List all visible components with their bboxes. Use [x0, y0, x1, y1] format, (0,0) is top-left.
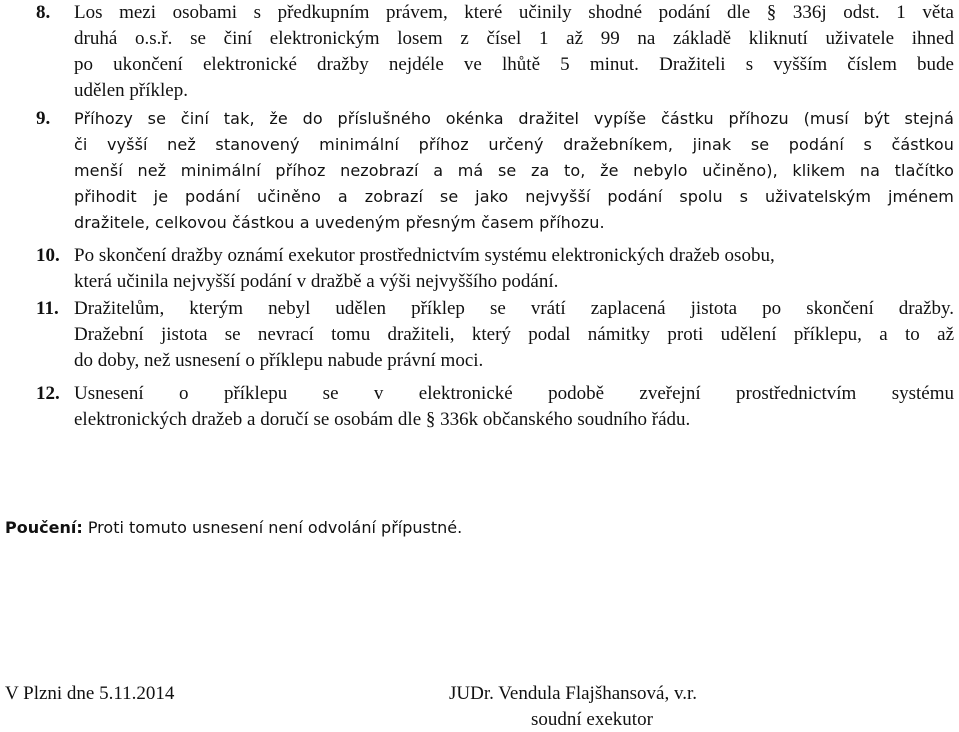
list-item-9 — [36, 104, 956, 238]
list-item-8 — [36, 0, 956, 104]
item-8-line-1: Los mezi osobami s předkupním právem, které učinily shodné podání dle § 336j odst. 1 věta — [74, 2, 954, 23]
signer-name: JUDr. Vendula Flajšhansová, v.r. — [449, 683, 698, 704]
list-item-11 — [36, 296, 956, 374]
place-date: V Plzni dne 5.11.2014 — [5, 683, 175, 704]
legal-notice — [5, 515, 462, 541]
item-10-line-2: která učinila nejvyšší podání v dražbě a výši nejvyššího podání. — [74, 271, 559, 292]
item-12-line-2: elektronických dražeb a doručí se osobám dle § 336k občanského soudního řádu. — [74, 409, 691, 430]
notice-label: Poučení: — [5, 518, 83, 537]
item-11-line-2: Dražební jistota se nevrací tomu dražiteli, který podal námitky proti udělení příklepu, a to až — [74, 324, 954, 345]
item-9-line-1: Příhozy se činí tak, že do příslušného okénka dražitel vypíše částku příhozu (musí být stejná — [74, 109, 954, 128]
item-11-line-3: do doby, než usnesení o příklepu nabude právní moci. — [74, 350, 484, 371]
item-9-line-3: menší než minimální příhoz nezobrazí a má se za to, že nebylo učiněno), klikem na tlačítko — [74, 161, 954, 180]
item-8-line-2: druhá o.s.ř. se činí elektronickým losem z čísel 1 až 99 na základě kliknutí uživatele ihned — [74, 28, 954, 49]
item-8-line-3: po ukončení elektronické dražby nejdéle ve lhůtě 5 minut. Dražiteli s vyšším číslem bude — [74, 54, 954, 75]
notice-text: Proti tomuto usnesení není odvolání přípustné. — [87, 518, 463, 537]
list-item-10 — [36, 243, 956, 295]
item-9-line-2: či vyšší než stanovený minimální příhoz určený dražebníkem, jinak se podání s částkou — [74, 135, 954, 154]
signer-role: soudní exekutor — [531, 709, 653, 730]
list-item-12 — [36, 381, 956, 433]
item-9-line-5: dražitele, celkovou částkou a uvedeným přesným časem příhozu. — [74, 213, 605, 232]
item-number: 8. — [36, 2, 51, 23]
item-10-line-1: Po skončení dražby oznámí exekutor prostřednictvím systému elektronických dražeb osobu, — [74, 245, 775, 266]
item-8-line-4: udělen příklep. — [74, 80, 188, 101]
item-number: 12. — [36, 383, 60, 404]
item-number: 9. — [36, 108, 51, 129]
item-12-line-1: Usnesení o příklepu se v elektronické podobě zveřejní prostřednictvím systému — [74, 383, 954, 404]
item-number: 11. — [36, 298, 59, 319]
item-number: 10. — [36, 245, 60, 266]
item-9-line-4: přihodit je podání učiněno a zobrazí se jako nejvyšší podání spolu s uživatelským jménem — [74, 187, 954, 206]
item-11-line-1: Dražitelům, kterým nebyl udělen příklep se vrátí zaplacená jistota po skončení dražby. — [74, 298, 954, 319]
